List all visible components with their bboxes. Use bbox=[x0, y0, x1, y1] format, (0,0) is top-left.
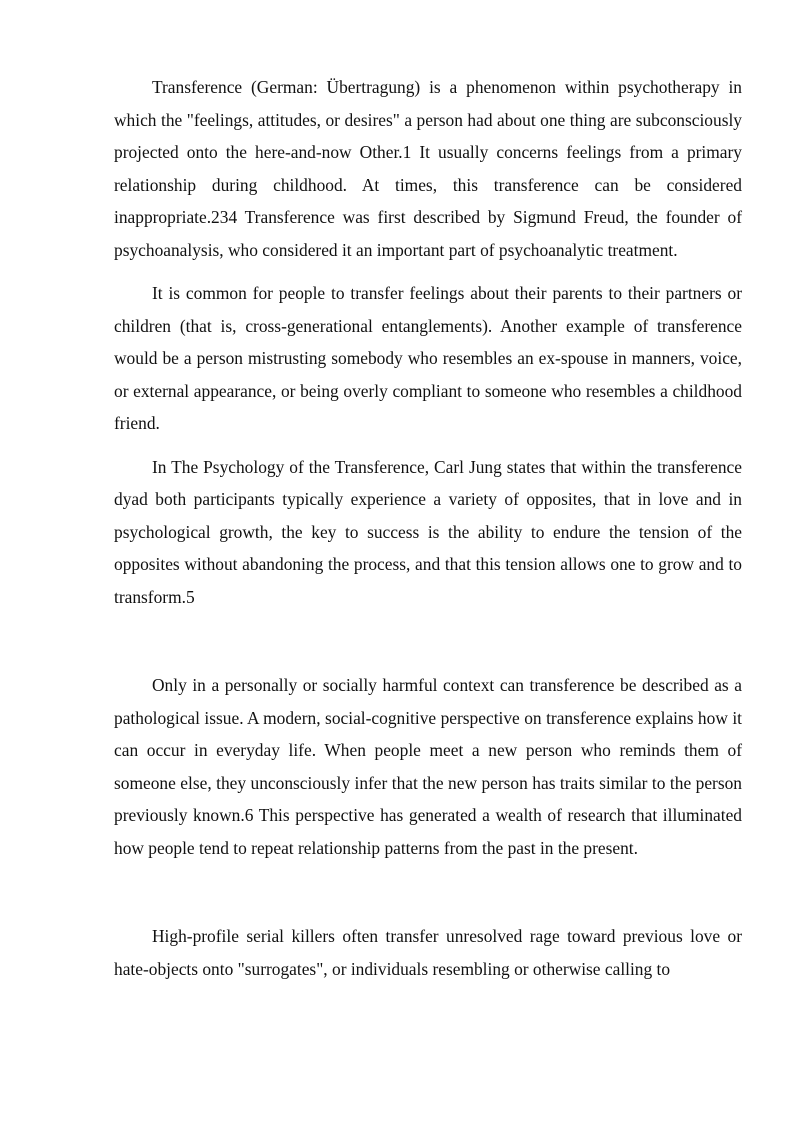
paragraph-social-cognitive-perspective: Only in a personally or socially harmful context can transference be described as a pathological issue. A modern, social-cognitive perspective on transference explains how it can occur in everyday life. When people meet a new person who reminds them of someone else, they unconsciously infer that the new person has traits similar to the person previously known.6 This perspective has generated a wealth of research that illuminated how people tend to repeat relationship patterns from the past in the present. bbox=[114, 675, 742, 858]
paragraph-transference-examples: It is common for people to transfer feelings about their parents to their partners or children (that is, cross-generational entanglements). Another example of transference would be a person mistrusting somebody who resembles an ex-spouse in manners, voice, or external appearance, or being overly compliant to someone who resembles a childhood friend. bbox=[114, 283, 742, 433]
paragraph-serial-killers: High-profile serial killers often transfer unresolved rage toward previous love or hate-objects onto "surrogates", or individuals resembling or otherwise calling to bbox=[114, 926, 742, 979]
paragraph-jung-transference: In The Psychology of the Transference, Carl Jung states that within the transference dyad both participants typically experience a variety of opposites, that in love and in psychological growth, the key to success is the ability to endure the tension of the opposites without abandoning the process, and that this tension allows one to grow and to transform.5 bbox=[114, 456, 742, 607]
document-body bbox=[114, 71, 742, 985]
paragraph-transference-definition: Transference (German: Übertragung) is a phenomenon within psychotherapy in which the "feelings, attitudes, or desires" a person had about one thing are subconsciously projected onto the here-and-now Other.1 It usually concerns feelings from a primary relationship during childhood. At times, this transference can be considered inappropriate.234 Transference was first described by Sigmund Freud, the founder of psychoanalysis, who considered it an important part of psychoanalytic treatment. bbox=[114, 77, 742, 260]
